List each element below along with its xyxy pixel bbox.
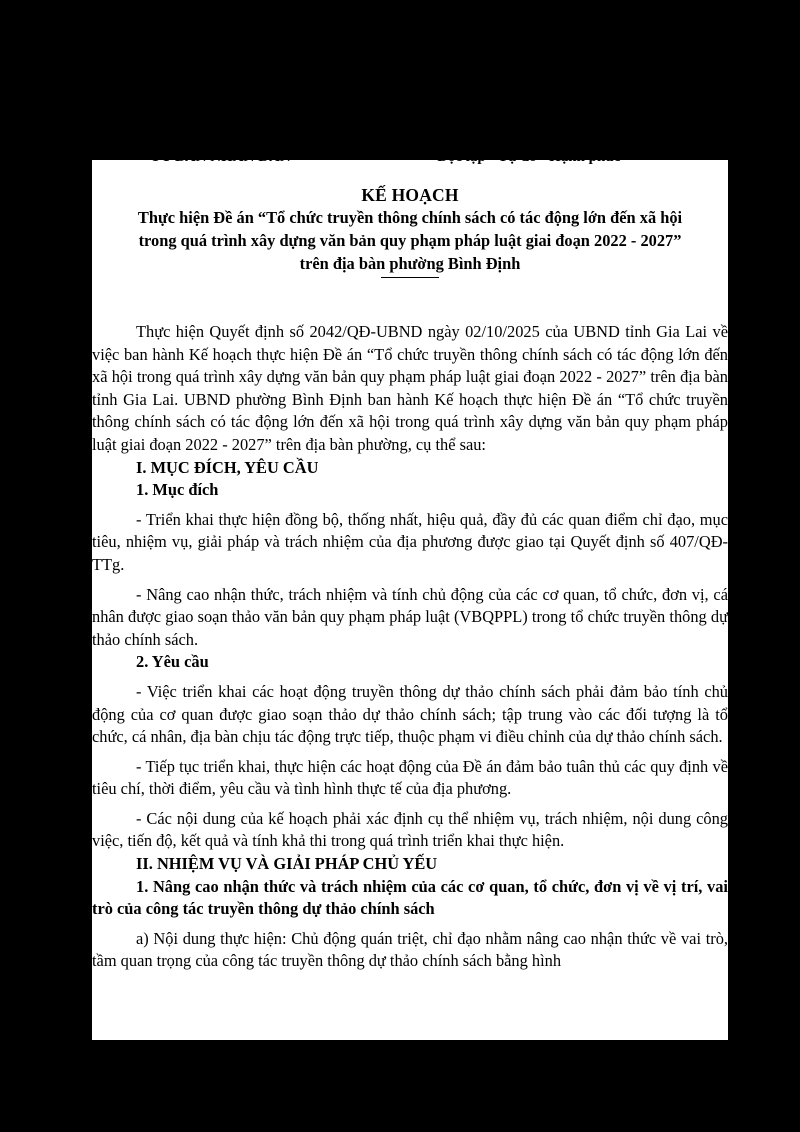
document-title: KẾ HOẠCH <box>361 185 459 205</box>
header-left-fragment: ỦY BAN NHÂN DÂN <box>150 149 291 165</box>
paragraph: a) Nội dung thực hiện: Chủ động quán triệt, chỉ đạo nhằm nâng cao nhận thức về vai trò, tầm quan trọng của công tác truyền thông dự thảo chính sách bằng hình <box>92 928 728 971</box>
cut-off-header <box>92 149 728 163</box>
header-right-fragment: Độc lập - Tự do - Hạnh phúc <box>437 149 621 165</box>
section-1-2-heading: 2. Yêu cầu <box>136 652 209 672</box>
section-2-1-heading: 1. Nâng cao nhận thức và trách nhiệm của các cơ quan, tổ chức, đơn vị về vị trí, vai trò của công tác truyền thông dự thảo chính sách <box>92 876 728 919</box>
paragraph: - Triển khai thực hiện đồng bộ, thống nhất, hiệu quả, đầy đủ các quan điểm chỉ đạo, mục tiêu, nhiệm vụ, giải pháp và trách nhiệm của địa phương được giao tại Quyết định số 407/QĐ-TTg. <box>92 509 728 574</box>
title-block <box>92 184 728 278</box>
section-2-heading: II. NHIỆM VỤ VÀ GIẢI PHÁP CHỦ YẾU <box>136 854 438 874</box>
subtitle-line-3: trên địa bàn phường Bình Định <box>299 254 521 273</box>
document-body <box>92 321 728 973</box>
paragraph: - Việc triển khai các hoạt động truyền thông dự thảo chính sách phải đảm bảo tính chủ động của cơ quan được giao soạn thảo dự thảo chính sách; tập trung vào các đối tượng là tổ chức, cá nhân, địa bàn chịu tác động trực tiếp, thuộc phạm vi điều chỉnh của dự thảo chính sách. <box>92 681 728 747</box>
intro-paragraph: Thực hiện Quyết định số 2042/QĐ-UBND ngày 02/10/2025 của UBND tỉnh Gia Lai về việc ban hành Kế hoạch thực hiện Đề án “Tổ chức truyền thông chính sách có tác động lớn đến xã hội trong quá trình xây dựng văn bản quy phạm pháp luật giai đoạn 2022 - 2027” trên địa bàn tỉnh Gia Lai. UBND phường Bình Định ban hành Kế hoạch thực hiện Đề án “Tổ chức truyền thông chính sách có tác động lớn đến xã hội trong quá trình xây dựng văn bản quy phạm pháp luật giai đoạn 2022 - 2027” trên địa bàn phường, cụ thể sau: <box>92 322 728 454</box>
paragraph: - Các nội dung của kế hoạch phải xác định cụ thể nhiệm vụ, trách nhiệm, nội dung công việc, tiến độ, kết quả và tính khả thi trong quá trình triển khai thực hiện. <box>92 808 728 851</box>
paragraph: - Tiếp tục triển khai, thực hiện các hoạt động của Đề án đảm bảo tuân thủ các quy định về tiêu chí, thời điểm, yêu cầu và tình hình thực tế của địa phương. <box>92 756 728 799</box>
subtitle-line-1: Thực hiện Đề án “Tổ chức truyền thông chính sách có tác động lớn đến xã hội <box>137 208 683 227</box>
subtitle-line-2: trong quá trình xây dựng văn bản quy phạm pháp luật giai đoạn 2022 - 2027” <box>138 231 682 250</box>
paragraph: - Nâng cao nhận thức, trách nhiệm và tính chủ động của các cơ quan, tổ chức, đơn vị, cá nhân được giao soạn thảo văn bản quy phạm pháp luật (VBQPPL) trong tổ chức truyền thông dự thảo chính sách. <box>92 584 728 649</box>
section-1-heading: I. MỤC ĐÍCH, YÊU CẦU <box>136 457 319 477</box>
section-1-1-heading: 1. Mục đích <box>136 480 219 500</box>
title-underline <box>381 277 439 278</box>
document-page <box>92 149 728 1040</box>
